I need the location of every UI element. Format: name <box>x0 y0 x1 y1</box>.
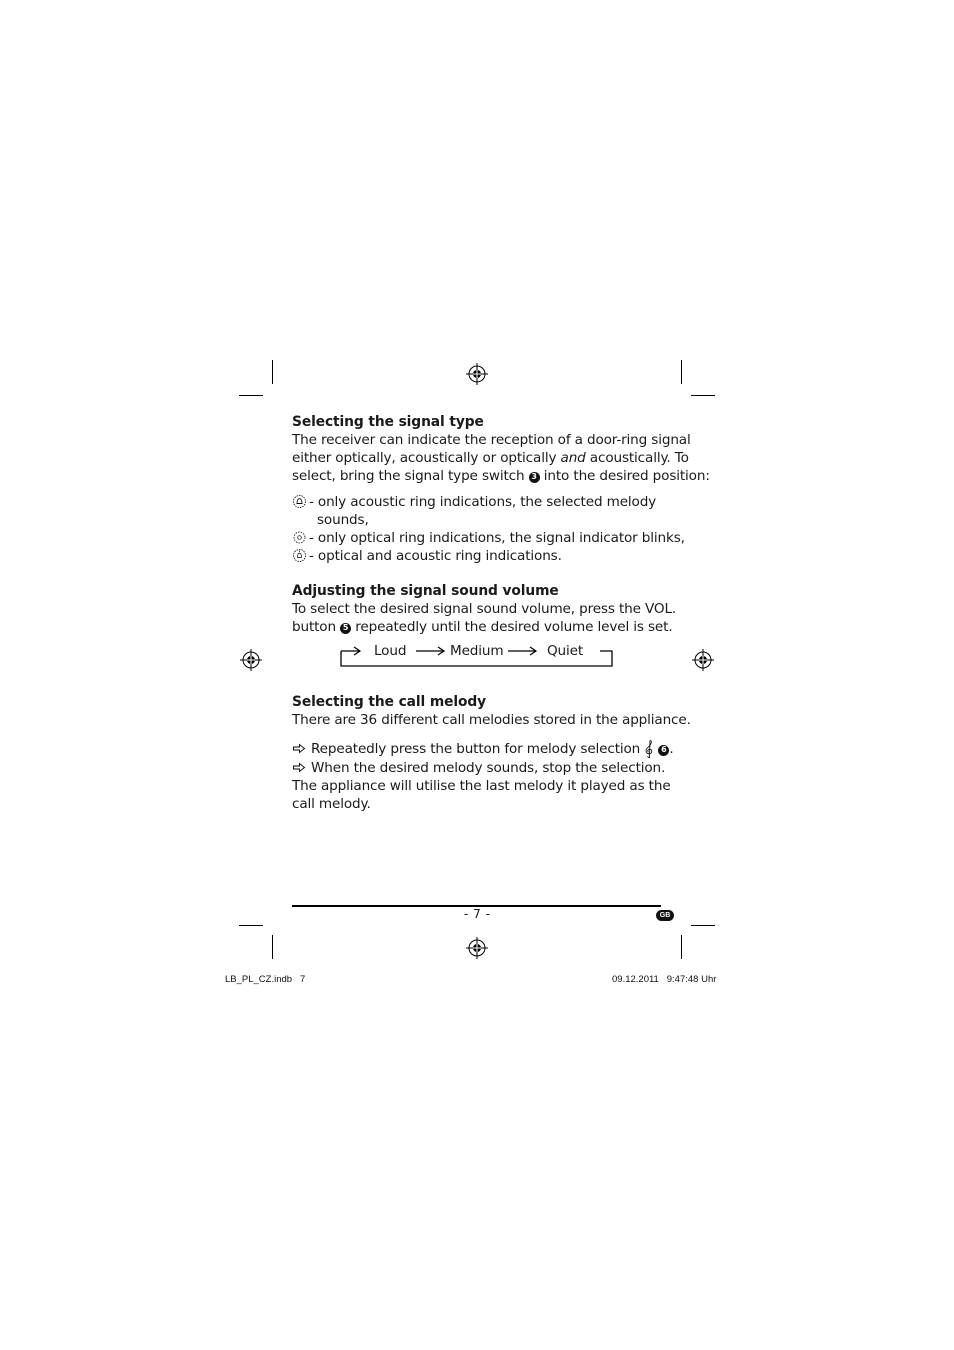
crop-mark <box>272 935 273 959</box>
section-heading: Selecting the call melody <box>292 694 487 710</box>
paragraph-line: The appliance will utilise the last melody it played as the <box>292 778 671 794</box>
step-text: When the desired melody sounds, stop the selection. <box>311 760 666 776</box>
text: . <box>669 741 674 757</box>
light-icon <box>293 531 306 544</box>
paragraph-line: The receiver can indicate the reception of a door-ring signal <box>292 432 691 448</box>
crop-mark <box>681 360 682 384</box>
step-item <box>292 759 665 777</box>
text: into the desired position: <box>539 468 710 484</box>
bell-icon <box>293 495 306 508</box>
list-item-continuation: sounds, <box>317 512 369 528</box>
list-item-text: - only optical ring indications, the signal indicator blinks, <box>309 530 685 546</box>
paragraph-line: To select the desired signal sound volume, press the VOL. <box>292 601 677 617</box>
crop-mark <box>681 935 682 959</box>
file-name: LB_PL_CZ.indb 7 <box>225 974 306 985</box>
list-item <box>293 493 656 511</box>
arrow-right-icon <box>292 761 306 774</box>
step-item <box>292 739 674 759</box>
crop-mark <box>239 925 263 926</box>
registration-mark-icon <box>466 937 488 959</box>
list-item-text: - optical and acoustic ring indications. <box>309 548 562 564</box>
list-item-text: - only acoustic ring indications, the selected melody <box>309 494 657 510</box>
paragraph-line <box>292 449 689 467</box>
page-number: - 7 - <box>464 907 491 921</box>
paragraph-line: There are 36 different call melodies stored in the appliance. <box>292 712 691 728</box>
paragraph-line <box>292 618 673 636</box>
list-item <box>293 529 685 547</box>
paragraph-line: call melody. <box>292 796 371 812</box>
part-number-badge: 5 <box>340 623 351 634</box>
bell-light-icon <box>293 549 306 562</box>
text: repeatedly until the desired volume level is set. <box>351 619 673 635</box>
paragraph-line <box>292 467 710 485</box>
part-number-badge: 6 <box>658 745 669 756</box>
text: select, bring the signal type switch <box>292 468 529 484</box>
volume-level-loud: Loud <box>374 643 407 659</box>
text: acoustically. To <box>585 450 689 466</box>
crop-mark <box>691 395 715 396</box>
registration-mark-icon <box>692 649 714 671</box>
section-heading: Adjusting the signal sound volume <box>292 583 559 599</box>
volume-level-medium: Medium <box>450 643 504 659</box>
text: either optically, acoustically or optically <box>292 450 561 466</box>
part-number-badge: 3 <box>529 472 540 483</box>
section-heading: Selecting the signal type <box>292 414 484 430</box>
registration-mark-icon <box>466 363 488 385</box>
crop-mark <box>239 395 263 396</box>
emphasis-text: and <box>560 450 586 466</box>
crop-mark <box>691 925 715 926</box>
print-timestamp: 09.12.2011 9:47:48 Uhr <box>612 974 717 985</box>
treble-clef-icon <box>644 739 655 759</box>
text: button <box>292 619 341 635</box>
registration-mark-icon <box>240 649 262 671</box>
arrow-right-icon <box>292 742 306 755</box>
language-badge: GB <box>656 910 674 921</box>
list-item <box>293 547 562 565</box>
step-text: Repeatedly press the button for melody selection <box>311 741 645 757</box>
volume-level-quiet: Quiet <box>547 643 584 659</box>
crop-mark <box>272 360 273 384</box>
